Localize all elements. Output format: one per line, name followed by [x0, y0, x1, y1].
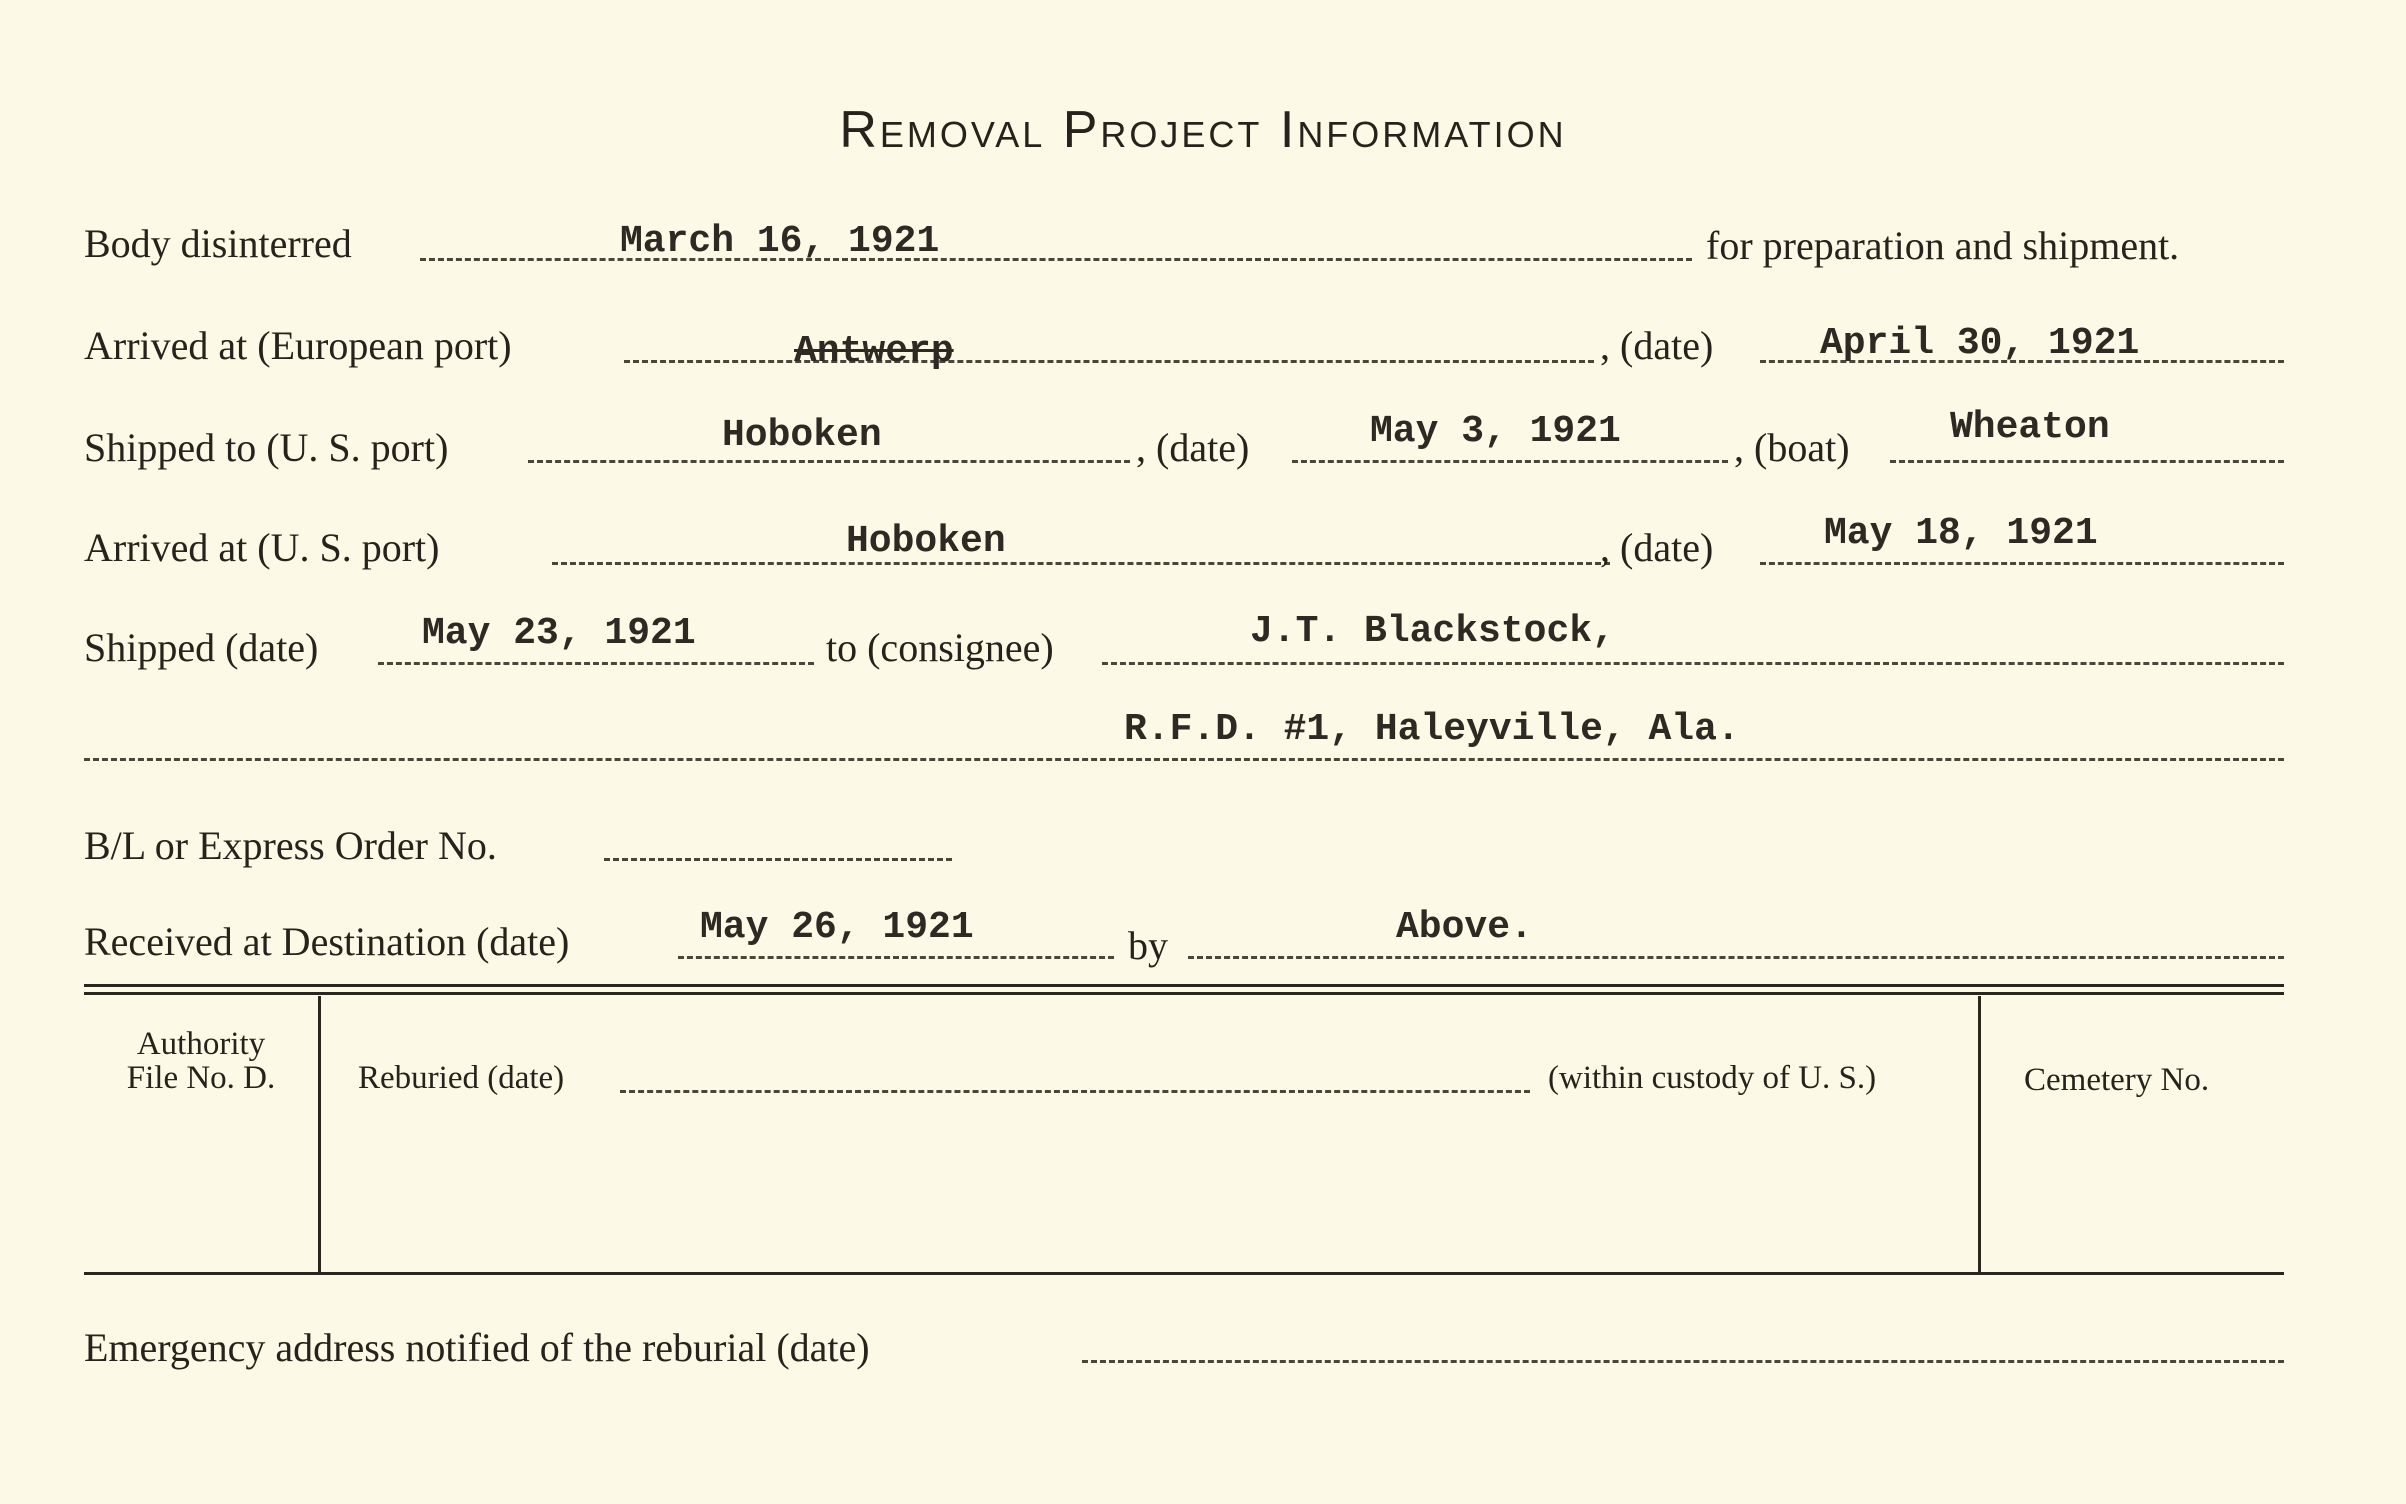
authority-label-line1: Authority [136, 1026, 266, 1062]
bl-order-label: B/L or Express Order No. [84, 823, 497, 868]
shipped-us-boat-label: , (boat) [1734, 425, 1850, 470]
received-date-line [678, 956, 1114, 959]
emergency-label: Emergency address notified of the reburial (date) [84, 1325, 870, 1370]
box-top-rule [84, 984, 2284, 987]
consignee-line [1102, 662, 2284, 665]
authority-label-line2: File No. D. [126, 1060, 276, 1096]
received-by-label: by [1128, 923, 1168, 968]
european-port-value: Antwerp [794, 330, 954, 373]
box-divider-left [318, 996, 321, 1272]
european-port-label: Arrived at (European port) [84, 323, 512, 368]
shipped-us-date-line [1292, 460, 1728, 463]
shipped-us-date-value: May 3, 1921 [1370, 410, 1621, 453]
arrived-us-date-line [1760, 562, 2284, 565]
shipped-us-port-value: Hoboken [722, 414, 882, 457]
arrived-us-port-label: Arrived at (U. S. port) [84, 525, 440, 570]
consignee-address-value: R.F.D. #1, Haleyville, Ala. [1124, 708, 1740, 751]
arrived-us-date-value: May 18, 1921 [1824, 512, 2098, 555]
reburied-line [620, 1090, 1530, 1093]
consignee-value: J.T. Blackstock, [1250, 610, 1615, 653]
received-by-line [1188, 956, 2284, 959]
shipped-date-value: May 23, 1921 [422, 612, 696, 655]
custody-label: (within custody of U. S.) [1548, 1060, 1877, 1096]
european-port-line [624, 360, 1594, 363]
reburied-label: Reburied (date) [358, 1060, 565, 1096]
emergency-date-line [1082, 1360, 2284, 1363]
shipped-us-date-label: , (date) [1136, 425, 1250, 470]
received-by-value: Above. [1396, 906, 1533, 949]
disinterred-label: Body disinterred [84, 221, 352, 266]
shipped-us-port-label: Shipped to (U. S. port) [84, 425, 449, 470]
arrived-us-date-label: , (date) [1600, 525, 1714, 570]
box-top-rule-inner [84, 992, 2284, 995]
shipped-us-boat-line [1890, 460, 2284, 463]
box-divider-right [1978, 996, 1981, 1272]
disinterred-date-value: March 16, 1921 [620, 220, 940, 263]
received-date-value: May 26, 1921 [700, 906, 974, 949]
cemetery-label: Cemetery No. [2024, 1062, 2210, 1098]
disinterred-suffix: for preparation and shipment. [1706, 223, 2180, 268]
european-port-date-value: April 30, 1921 [1820, 322, 2140, 365]
arrived-us-port-value: Hoboken [846, 520, 1006, 563]
shipped-date-label: Shipped (date) [84, 625, 319, 670]
shipped-date-line [378, 662, 814, 665]
bl-order-line [604, 858, 952, 861]
shipped-us-boat-value: Wheaton [1950, 406, 2110, 449]
consignee-label: to (consignee) [826, 625, 1054, 670]
address-line [84, 758, 2284, 761]
box-bottom-rule [84, 1272, 2284, 1275]
disinterred-line [420, 258, 1692, 261]
card-title: Removal Project Information [839, 101, 1567, 159]
european-port-date-label: , (date) [1600, 323, 1714, 368]
arrived-us-port-line [552, 562, 1610, 565]
shipped-us-port-line [528, 460, 1130, 463]
received-label: Received at Destination (date) [84, 919, 570, 964]
